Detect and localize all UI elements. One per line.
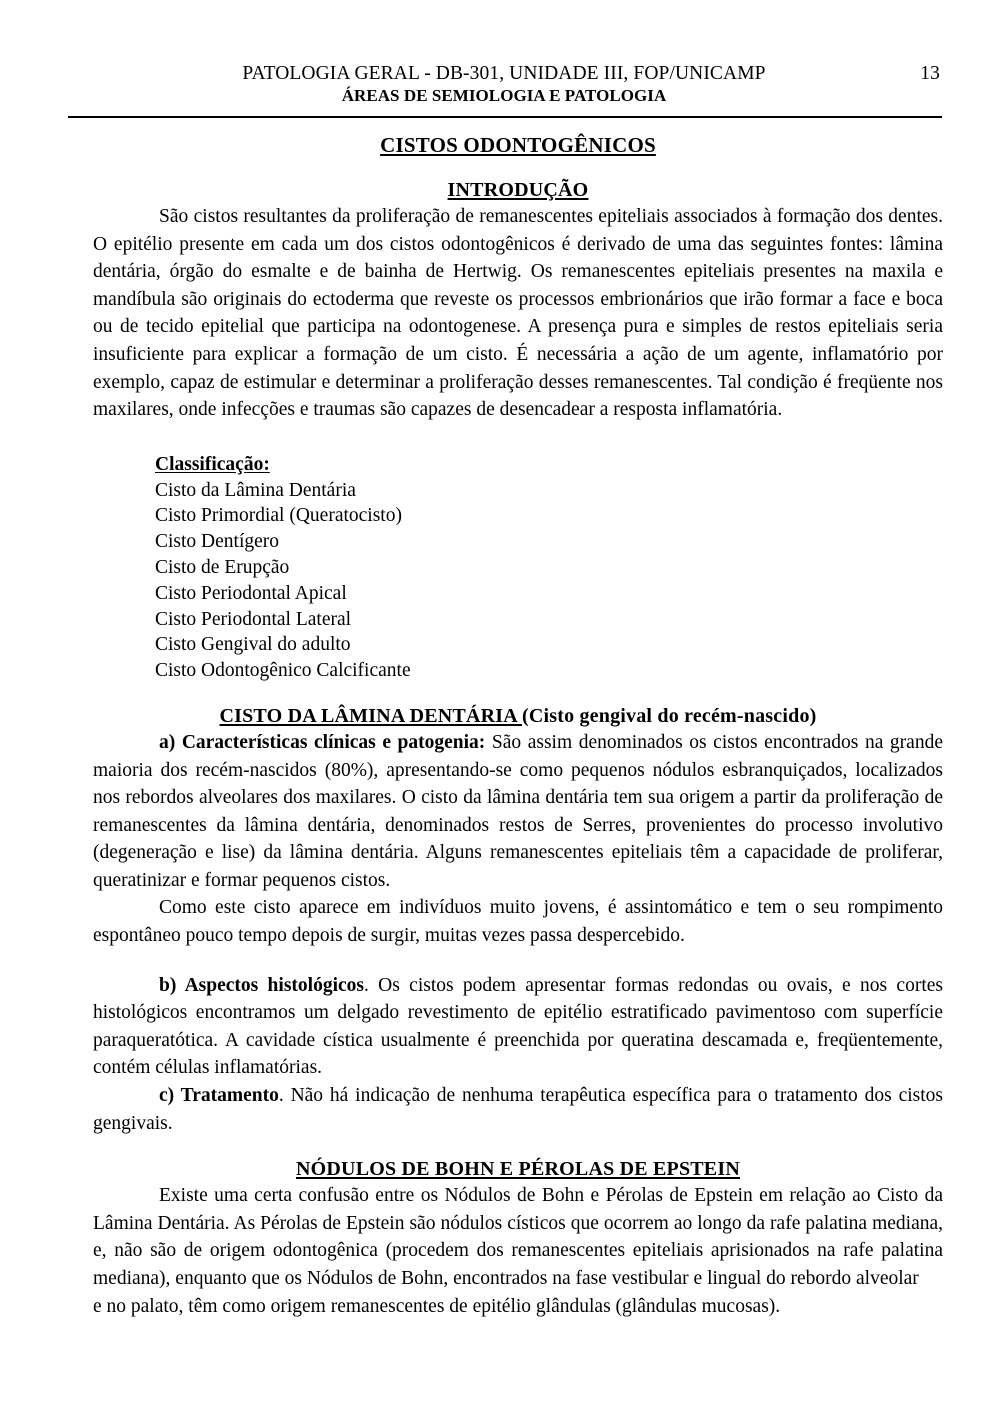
paragraph-item-c	[93, 1082, 943, 1137]
section-heading-cisto-lamina-dentaria	[93, 704, 943, 729]
page-title-text: CISTOS ODONTOGÊNICOS	[380, 133, 656, 157]
section-heading-introducao-text: INTRODUÇÃO	[447, 179, 589, 201]
paragraph-item-a	[93, 729, 943, 895]
section-heading-cisto-lamina-underlined: CISTO DA LÂMINA DENTÁRIA	[219, 704, 522, 727]
paragraph-nodulos-tail: e no palato, têm como origem remanescentes de epitélio glândulas (glândulas mucosas).	[93, 1295, 781, 1317]
list-item: Cisto Primordial (Queratocisto)	[155, 505, 402, 527]
paragraph-nodulos: Existe uma certa confusão entre os Nódulos de Bohn e Pérolas de Epstein em relação ao Cisto da Lâmina Dentária. As Pérolas de Epstein são nódulos císticos que ocorrem ao longo da rafe palatina mediana, e, não são de origem odontogênica (procedem dos remanescentes epiteliais aprisionados na rafe palatina mediana), enquanto que os Nódulos de Bohn, encontrados na fase vestibular e lingual do rebordo alveolar	[93, 1185, 943, 1290]
run-in-label-b: b) Aspectos histológicos	[159, 974, 364, 996]
paragraph-spacer	[93, 950, 943, 972]
run-in-label-a: a) Características clínicas e patogenia:	[159, 731, 486, 753]
page-title	[93, 132, 943, 158]
paragraph-item-c-text: . Não há indicação de nenhuma terapêutica específica para o tratamento dos cistos gengivais.	[93, 1085, 943, 1134]
header-course-line: PATOLOGIA GERAL - DB-301, UNIDADE III, FOP/UNICAMP	[242, 63, 766, 84]
paragraph-item-b-text: . Os cistos podem apresentar formas redondas ou ovais, e nos cortes histológicos encontramos um delgado revestimento de epitélio estratificado pavimentoso com superfície paraqueratótica. A cavidade cística usualmente é preenchida por queratina descamada e, freqüentemente, contém células inflamatórias.	[93, 974, 943, 1079]
classification-label: Classificação:	[155, 453, 270, 475]
list-item: Cisto Periodontal Lateral	[155, 608, 352, 630]
list-item: Cisto da Lâmina Dentária	[155, 479, 356, 501]
running-header	[68, 62, 940, 106]
paragraph-item-a-text: São assim denominados os cistos encontrados na grande maioria dos recém-nascidos (80%), apresentando-se como pequenos nódulos esbranquiçados, localizados nos rebordos alveolares dos maxilares. O cisto da lâmina dentária tem sua origem a partir da proliferação de remanescentes da lâmina dentária, denominados restos de Serres, provenientes do processo involutivo (degeneração e lise) da lâmina dentária. Alguns remanescentes epiteliais têm a capacidade de proliferar, queratinizar e formar pequenos cistos.	[93, 731, 943, 891]
section-heading-introducao	[93, 178, 943, 203]
section-heading-nodulos-bohn-perolas-epstein	[93, 1157, 943, 1182]
run-in-label-c: c) Tratamento	[159, 1085, 279, 1107]
list-item: Cisto de Erupção	[155, 556, 290, 578]
header-course-row	[68, 62, 940, 85]
list-item: Cisto Periodontal Apical	[155, 582, 347, 604]
section-heading-nodulos-text: NÓDULOS DE BOHN E PÉROLAS DE EPSTEIN	[296, 1158, 740, 1181]
document-body	[93, 132, 943, 1320]
section-heading-cisto-lamina-parenthetical: (Cisto gengival do recém-nascido)	[521, 704, 817, 727]
header-divider-rule	[68, 116, 942, 118]
paragraph-lamina-2: Como este cisto aparece em indivíduos muito jovens, é assintomático e tem o seu rompimento espontâneo pouco tempo depois de surgir, muitas vezes passa despercebido.	[93, 897, 943, 947]
list-item: Cisto Dentígero	[155, 531, 280, 553]
list-item: Cisto Odontogênico Calcificante	[155, 660, 411, 682]
list-item: Cisto Gengival do adulto	[155, 634, 351, 656]
header-subtitle-line: ÁREAS DE SEMIOLOGIA E PATOLOGIA	[341, 86, 667, 105]
classification-block	[93, 452, 943, 684]
intro-paragraph: São cistos resultantes da proliferação de remanescentes epiteliais associados à formação dos dentes. O epitélio presente em cada um dos cistos odontogênicos é derivado de uma das seguintes fontes: lâmina dentária, órgão do esmalte e de bainha de Hertwig. Os remanescentes epiteliais presentes na maxila e mandíbula são originais do ectoderma que reveste os processos embrionários que irão formar a face e boca ou de tecido epitelial que participa na odontogenese. A presença pura e simples de restos epiteliais seria insuficiente para explicar a formação de um cisto. É necessária a ação de um agente, inflamatório por exemplo, capaz de estimular e determinar a proliferação desses remanescentes. Tal condição é freqüente nos maxilares, onde infecções e traumas são capazes de desencadear a resposta inflamatória.	[93, 206, 943, 421]
paragraph-item-b	[93, 972, 943, 1082]
page-number: 13	[920, 63, 940, 84]
